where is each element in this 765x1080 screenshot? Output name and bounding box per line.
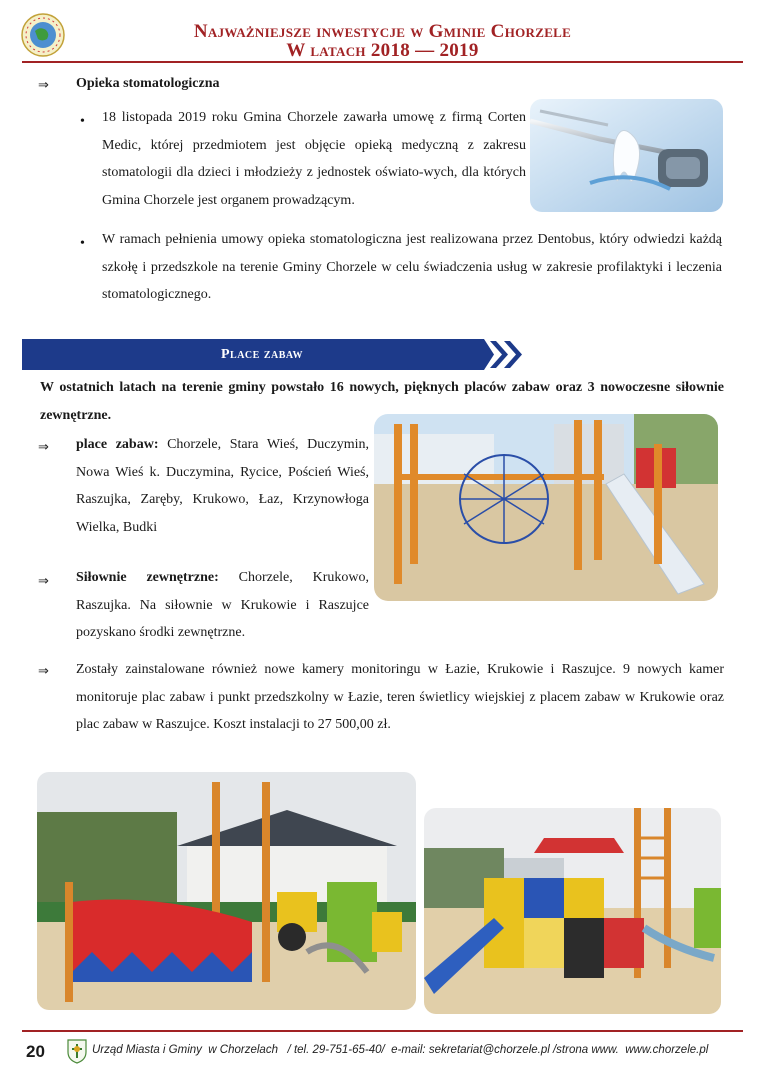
double-arrow-icon: ⇒ <box>38 664 49 679</box>
paragraph-playgrounds-intro: W ostatnich latach na terenie gminy powstało 16 nowych, pięknych placów zabaw oraz 3 nowoczesne siłownie zewnętrzne. <box>40 380 724 423</box>
paragraph-dental-contract: 18 listopada 2019 roku Gmina Chorzele zawarła umowę z firmą Corten Medic, której przedmiotem jest objęcie opieką medyczną z zakresu stomatologii dla dzieci i młodzieży z jednostek oświato-wych, dla których Gmina Chorzele jest organem prowadzącym. <box>102 110 526 208</box>
playground-photo-sand <box>374 414 718 601</box>
paragraph-outdoor-gyms <box>76 564 369 647</box>
paragraph-playground-locations <box>76 431 369 541</box>
double-arrow-icon: ⇒ <box>38 78 49 93</box>
town-crest-icon <box>66 1038 88 1064</box>
page-header-title <box>80 22 685 60</box>
header-title-line1: Najważniejsze inwestycje w Gminie Chorzele <box>193 21 572 42</box>
text-outdoor-gyms: Chorzele, Krukowo, Raszujka. Na siłownie w Krukowie i Raszujce pozyskano środki zewnętrzne. <box>76 570 369 640</box>
playground-photo-climbing-tower <box>424 808 721 1014</box>
double-arrow-icon: ⇒ <box>38 574 49 589</box>
municipality-logo <box>20 12 66 58</box>
bullet-icon: • <box>80 236 85 251</box>
double-arrow-icon: ⇒ <box>38 440 49 455</box>
bullet-icon: • <box>80 114 85 129</box>
page-number: 20 <box>26 1042 45 1061</box>
text-playground-locations: Chorzele, Stara Wieś, Duczymin, Nowa Wieś k. Duczymina, Rycice, Poścień Wieś, Raszujka, Zaręby, Krukowo, Łaz, Krzynowłoga Wielka, Budki <box>76 437 369 535</box>
header-title-line2: W latach 2018 — 2019 <box>286 40 479 61</box>
label-playgrounds: place zabaw: <box>76 437 159 452</box>
section-heading-dental: Opieka stomatologiczna <box>76 76 220 91</box>
footer-contact-info: Urząd Miasta i Gminy w Chorzelach / tel. 29-751-65-40/ e-mail: sekretariat@chorzele.pl /strona www. www.chorzele.pl <box>92 1044 709 1056</box>
label-outdoor-gyms: Siłownie zewnętrzne: <box>76 570 219 585</box>
footer-divider <box>22 1030 743 1032</box>
playground-photo-pirate-ship <box>37 772 416 1010</box>
header-divider <box>22 61 743 63</box>
dental-tools-image <box>530 99 723 212</box>
paragraph-monitoring-cameras: Zostały zainstalowane również nowe kamery monitoringu w Łazie, Krukowie i Raszujce. 9 nowych kamer monitoruje plac zabaw i punkt przedszkolny w Łazie, teren świetlicy wiejskiej z placem zabaw w Krukowie oraz plac zabaw w Raszujce. Koszt instalacji to 27 500,00 zł. <box>76 662 724 732</box>
paragraph-dentobus: W ramach pełnienia umowy opieka stomatologiczna jest realizowana przez Dentobus, który odwiedzi każdą szkołę i przedszkole na terenie Gminy Chorzele w celu świadczenia usług w zakresie profilaktyki i leczenia stomatologicznego. <box>102 232 722 302</box>
section-banner-title: Place zabaw <box>220 347 303 362</box>
